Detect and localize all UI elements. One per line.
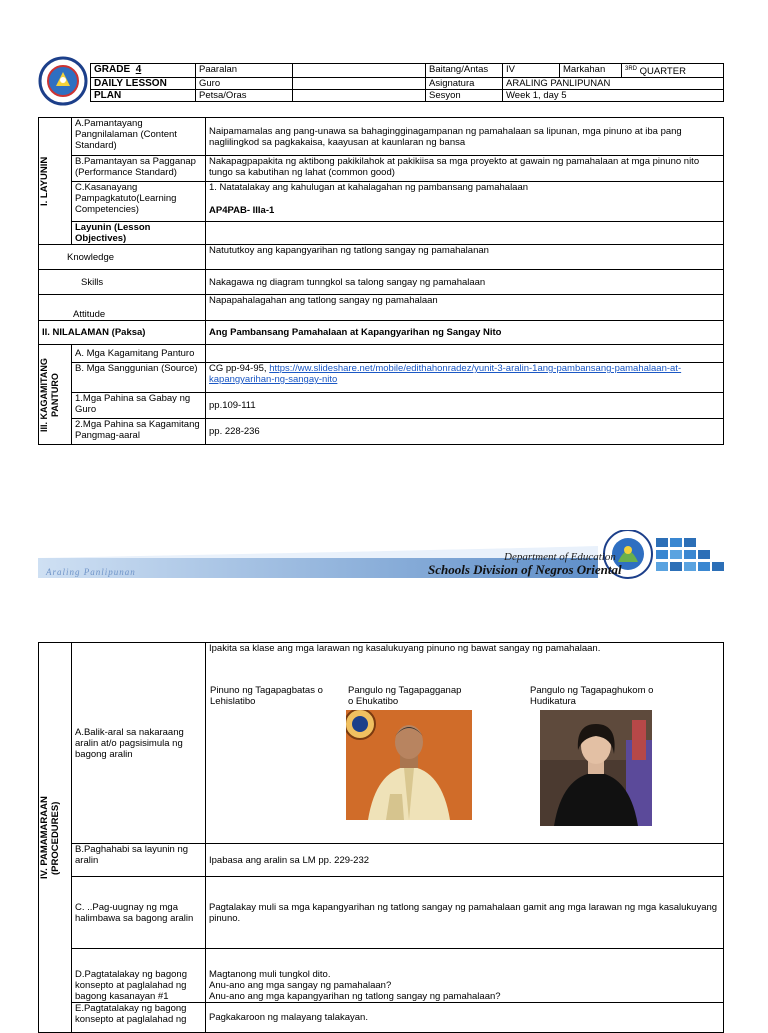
kagamitan-section: III. KAGAMITANG PANTURO xyxy=(39,345,72,445)
nilalaman-label: II. NILALAMAN (Paksa) xyxy=(39,321,206,345)
pag-uugnay-value: Pagtalakay muli sa mga kapangyarihan ng tatlong sangay ng pamahalaan gamit ang mga larawan ng mga kasalukuyang pinuno. xyxy=(206,877,724,949)
content-standard-label: A.Pamantayang Pangnilalaman (Content Standard) xyxy=(72,118,206,156)
performance-standard-value: Nakapagpapakita ng aktibong pakikilahok at pakikiisa sa mga proyekto at gawain ng pamahalaan at mga pinuno nito tungo sa kabutihan ng lahat (common good) xyxy=(206,156,724,182)
asignatura-label: Asignatura xyxy=(426,78,503,90)
lesson-objectives-label: Layunin (Lesson Objectives) xyxy=(72,222,206,245)
president-photo xyxy=(346,710,472,820)
asignatura-value: ARALING PANLIPUNAN xyxy=(503,78,724,90)
content-standard-value: Naipamamalas ang pang-unawa sa bahagingginagampanan ng pamahalaan sa lipunan, mga pinuno at iba pang naglilingkod sa pagkakaisa, kaayusan at kaunlaran ng bansa xyxy=(206,118,724,156)
nilalaman-value: Ang Pambansang Pamahalaan at Kapangyarihan ng Sangay Nito xyxy=(206,321,724,345)
markahan-label: Markahan xyxy=(560,64,622,78)
gabay-label: 1.Mga Pahina sa Gabay ng Guro xyxy=(72,393,206,419)
knowledge-value: Natututkoy ang kapangyarihan ng tatlong sangay ng pamahalanan xyxy=(206,245,724,270)
caption-lehislatibo: Pinuno ng Tagapagbatas o Lehislatibo xyxy=(210,685,323,707)
balik-aral-intro: Ipakita sa klase ang mga larawan ng kasalukuyang pinuno ng bawat sangay ng pamahalaan. xyxy=(209,643,601,654)
lesson-objectives-value xyxy=(206,222,724,245)
competencies-value: 1. Natatalakay ang kahulugan at kahalagahan ng pambansang pamahalaan AP4PAB- IIIa-1 xyxy=(206,182,724,222)
pagtatalakay-1-label: D.Pagtatalakay ng bagong konsepto at paglalahad ng bagong kasanayan #1 xyxy=(72,949,206,1003)
pag-uugnay-label: C. ..Pag-uugnay ng mga halimbawa sa bagong aralin xyxy=(72,877,206,949)
paghahabi-label: B.Paghahabi sa layunin ng aralin xyxy=(72,844,206,877)
performance-standard-label: B.Pamantayan sa Pagganap (Performance Standard) xyxy=(72,156,206,182)
competencies-label: C.Kasanayang Pampagkatuto(Learning Competencies) xyxy=(72,182,206,222)
deped-seal xyxy=(36,56,90,106)
grade-cell: GRADE 4 xyxy=(91,64,196,78)
attitude-label: Attitude xyxy=(39,295,206,321)
procedures-table xyxy=(38,642,724,1033)
baitang-label: Baitang/Antas xyxy=(426,64,503,78)
guro-label: Guro xyxy=(196,78,293,90)
guro-value xyxy=(293,78,426,90)
caption-ehukatibo: Pangulo ng Tagapagganap o Ehukatibo xyxy=(348,685,462,707)
petsa-value xyxy=(293,90,426,102)
paghahabi-value: Ipabasa ang aralin sa LM pp. 229-232 xyxy=(206,844,724,877)
objectives-table xyxy=(38,117,724,445)
caption-hudikatura: Pangulo ng Tagapaghukom o Hudikatura xyxy=(530,685,654,707)
banner-subject-text: Araling Panlipunan xyxy=(46,567,136,577)
pagtatalakay-2-label: E.Pagtatalakay ng bagong konsepto at paglalahad ng xyxy=(72,1003,206,1033)
banner-dept-text: Department of Education xyxy=(504,551,616,563)
pagtatalakay-2-value: Pagkakaroon ng malayang talakayan. xyxy=(206,1003,724,1033)
sesyon-label: Sesyon xyxy=(426,90,503,102)
paaralan-value xyxy=(293,64,426,78)
gabay-value: pp.109-111 xyxy=(206,393,724,419)
kagamitan-pangmag-aaral-label: 2.Mga Pahina sa Kagamitang Pangmag-aaral xyxy=(72,419,206,445)
sanggunian-label: B. Mga Sanggunian (Source) xyxy=(72,363,206,393)
pagtatalakay-1-value: Magtanong muli tungkol dito. Anu-ano ang mga sangay ng pamahalaan? Anu-ano ang mga kapangyarihan ng tatlong sangay ng pamahalaan? xyxy=(206,949,724,1003)
kagamitan-a-label: A. Mga Kagamitang Panturo xyxy=(72,345,206,363)
banner-swoosh xyxy=(38,530,738,580)
pamamaraan-section: IV. PAMAMARAAN (PROCEDURES) xyxy=(39,643,72,1033)
baitang-value: IV xyxy=(503,64,560,78)
skills-label: Skills xyxy=(39,270,206,295)
kagamitan-pangmag-aaral-value: pp. 228-236 xyxy=(206,419,724,445)
knowledge-label: Knowledge xyxy=(39,245,206,270)
competency-code: AP4PAB- IIIa-1 xyxy=(209,205,275,216)
petsa-label: Petsa/Oras xyxy=(196,90,293,102)
seal-icon xyxy=(36,56,90,106)
header-table xyxy=(90,63,724,102)
plan-label: PLAN xyxy=(91,90,196,102)
layunin-section: I. LAYUNIN xyxy=(39,118,72,245)
banner-division-text: Schools Division of Negros Oriental xyxy=(428,562,622,577)
sanggunian-value: CG pp-94-95, https://ww.slideshare.net/mobile/edithahonradez/yunit-3-aralin-1ang-pambansang-pamahalaan-at-kapangyarihan-ng-sangay-nito xyxy=(206,363,724,393)
balik-aral-label: A.Balik-aral sa nakaraang aralin at/o pagsisimula ng bagong aralin xyxy=(72,643,206,844)
chief-justice-photo xyxy=(540,710,652,826)
kagamitan-a-value xyxy=(206,345,724,363)
skills-value: Nakagawa ng diagram tunngkol sa talong sangay ng pamahalaan xyxy=(206,270,724,295)
sesyon-value: Week 1, day 5 xyxy=(503,90,724,102)
attitude-value: Napapahalagahan ang tatlong sangay ng pamahalaan xyxy=(206,295,724,321)
balik-aral-value xyxy=(206,643,724,844)
paaralan-label: Paaralan xyxy=(196,64,293,78)
sanggunian-link[interactable]: https://ww.slideshare.net/mobile/edithahonradez/yunit-3-aralin-1ang-pambansang-pamahalaan-at-kapangyarihan-ng-sangay-nito xyxy=(209,363,682,385)
footer-banner xyxy=(38,530,738,580)
daily-lesson-label: DAILY LESSON xyxy=(91,78,196,90)
quarter-value: $^{3RD}$ QUARTER xyxy=(622,64,724,78)
